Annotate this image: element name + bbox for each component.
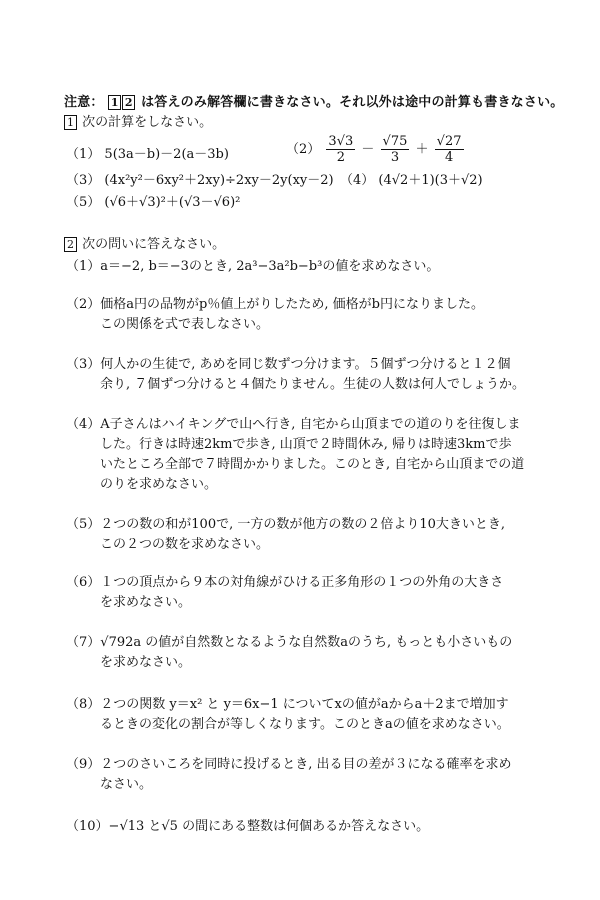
section2-box: 2 xyxy=(64,237,77,252)
section2-title: 次の問いに答えなさい。 xyxy=(82,237,226,252)
question-7-line-2 xyxy=(100,654,191,672)
question-3 xyxy=(66,356,511,374)
item-number: （4） xyxy=(340,173,375,188)
item-number: （6） xyxy=(66,575,101,590)
notice-text: は答えのみ解答欄に書きなさい。それ以外は途中の計算も書きなさい。 xyxy=(141,95,564,110)
question-text: １つの頂点から９本の対角線がひける正多角形の１つの外角の大きさ xyxy=(100,575,504,590)
question-9-line-2 xyxy=(100,776,152,794)
question-box-2: 2 xyxy=(122,95,135,110)
section1-title: 次の計算をしなさい。 xyxy=(82,115,213,130)
question-text: −√13 と√5 の間にある整数は何個あるか答えなさい。 xyxy=(108,819,430,834)
item-number: （10） xyxy=(66,819,109,834)
question-text: A子さんはハイキングで山へ行き, 自宅から山頂までの道のりを往復しま xyxy=(100,417,521,432)
question-text: した。行きは時速2kmで歩き, 山頂で２時間休み, 帰りは時速3kmで歩 xyxy=(100,437,512,452)
question-2 xyxy=(66,296,484,314)
question-text: るときの変化の割合が等しくなります。このときaの値を求めなさい。 xyxy=(100,717,510,732)
fraction-3: $\frac{√27}{4}$ xyxy=(436,134,462,165)
item-number: （3） xyxy=(66,357,101,372)
question-4-line-3 xyxy=(100,456,524,474)
item-expression: (√6＋√3)²＋(√3－√6)² xyxy=(104,195,241,210)
question-5 xyxy=(66,516,505,534)
question-4-line-4 xyxy=(100,476,217,494)
question-text: この２つの数を求めなさい。 xyxy=(100,537,270,552)
question-text: 価格a円の品物がp％値上がりしたため, 価格がb円になりました。 xyxy=(100,297,484,312)
item-number: （4） xyxy=(66,417,101,432)
question-8 xyxy=(66,696,509,714)
question-4 xyxy=(66,416,521,434)
fraction-1: $\frac{3√3}{2}$ xyxy=(328,134,354,165)
question-box-1: 1 xyxy=(108,95,121,110)
question-text: を求めなさい。 xyxy=(100,655,192,670)
question-text: いたところ全部で７時間かかりました。このとき, 自宅から山頂までの道 xyxy=(100,457,525,472)
question-text: 何人かの生徒で, あめを同じ数ずつ分けます。５個ずつ分けると１２個 xyxy=(100,357,511,372)
calc-item-5 xyxy=(66,194,240,212)
question-1 xyxy=(66,258,439,276)
question-3-line-2 xyxy=(100,376,525,394)
notice-line xyxy=(64,94,563,112)
section1-header xyxy=(64,114,212,132)
question-text: ２つのさいころを同時に投げるとき, 出る目の差が３になる確率を求め xyxy=(100,757,512,772)
question-6 xyxy=(66,574,503,592)
item-number: （3） xyxy=(66,173,101,188)
question-text: 余り, ７個ずつ分けると４個たりません。生徒の人数は何人でしょうか。 xyxy=(100,377,526,392)
calc-item-1 xyxy=(66,146,229,164)
question-2-line-2 xyxy=(100,316,269,334)
calc-item-3 xyxy=(66,172,334,190)
question-text: √792a の値が自然数となるような自然数aのうち, もっとも小さいもの xyxy=(100,635,513,650)
item-number: （2） xyxy=(66,297,101,312)
question-10 xyxy=(66,818,429,836)
calc-item-4 xyxy=(340,172,483,190)
item-number: （1） xyxy=(66,147,101,162)
question-6-line-2 xyxy=(100,594,191,612)
item-expression: 5(3a－b)－2(a－3b) xyxy=(104,147,229,162)
notice-label: 注意： xyxy=(64,95,104,110)
calc-item-2: （2） $\frac{3√3}{2}$ － $\frac{√75}{3}$ ＋ $\frac{√27}{4}$ xyxy=(286,134,462,165)
item-number: （5） xyxy=(66,517,101,532)
question-text: a＝−2, b＝−3のとき, 2a³−3a²b−b³の値を求めなさい。 xyxy=(100,259,440,274)
question-text: ２つの関数 y＝x² と y＝6x−1 についてxの値がaからa＋2まで増加す xyxy=(100,697,509,712)
item-number: （9） xyxy=(66,757,101,772)
section1-box: 1 xyxy=(64,115,77,130)
item-number: （8） xyxy=(66,697,101,712)
question-text: を求めなさい。 xyxy=(100,595,192,610)
question-4-line-2 xyxy=(100,436,511,454)
question-text: この関係を式で表しなさい。 xyxy=(100,317,270,332)
question-text: ２つの数の和が100で, 一方の数が他方の数の２倍より10大きいとき, xyxy=(100,517,506,532)
item-number: （2） xyxy=(286,142,321,157)
fraction-2: $\frac{√75}{3}$ xyxy=(382,134,408,165)
section2-header xyxy=(64,236,225,254)
item-number: （7） xyxy=(66,635,101,650)
question-9 xyxy=(66,756,512,774)
question-text: なさい。 xyxy=(100,777,153,792)
item-expression: (4√2＋1)(3＋√2) xyxy=(378,173,483,188)
item-expression: (4x²y²－6xy²＋2xy)÷2xy－2y(xy－2) xyxy=(104,173,334,188)
question-5-line-2 xyxy=(100,536,269,554)
question-8-line-2 xyxy=(100,716,510,734)
item-number: （1） xyxy=(66,259,101,274)
question-7 xyxy=(66,634,512,652)
question-text: のりを求めなさい。 xyxy=(100,477,218,492)
item-number: （5） xyxy=(66,195,101,210)
